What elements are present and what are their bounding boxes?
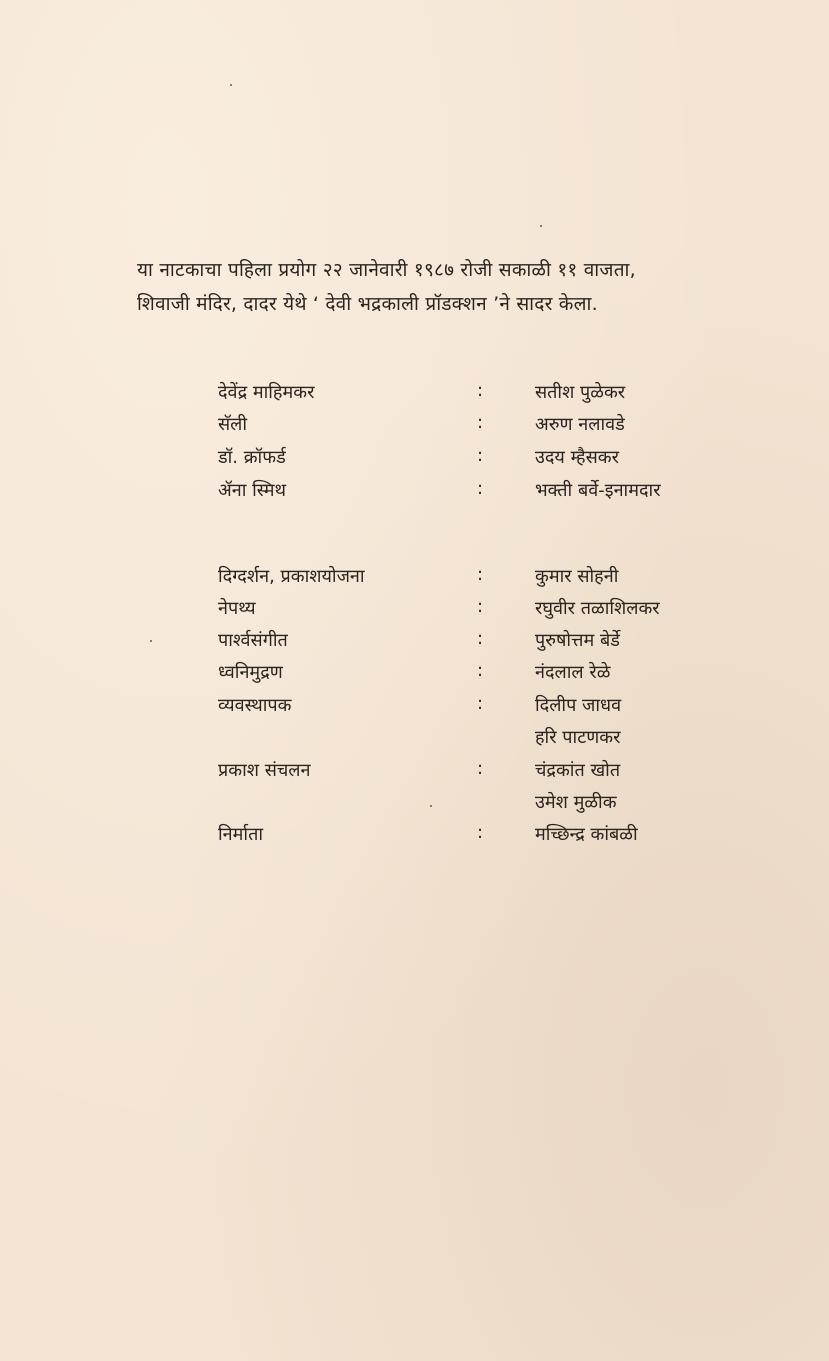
crew-row: [0, 564, 829, 594]
crew-member: कुमार सोहनी: [535, 566, 619, 587]
cast-actor: भक्ती बर्वे-इनामदार: [535, 480, 661, 501]
performance-note-line-2: शिवाजी मंदिर, दादर येथे ‘ देवी भद्रकाली प्रॉडक्शन ’ने सादर केला.: [137, 293, 598, 315]
cast-character: देवेंद्र माहिमकर: [218, 382, 315, 403]
crew-member: मच्छिन्द्र कांबळी: [535, 824, 638, 845]
performance-note-line-1: या नाटकाचा पहिला प्रयोग २२ जानेवारी १९८७ रोजी सकाळी ११ वाजता,: [137, 259, 636, 281]
separator: :: [477, 660, 484, 681]
cast-character: डॉ. क्रॉफर्ड: [218, 447, 286, 468]
crew-row: [0, 822, 829, 852]
cast-character: सॅली: [218, 414, 248, 435]
cast-actor: उदय म्हैसकर: [535, 447, 619, 468]
cast-row: [0, 412, 829, 442]
separator: :: [477, 380, 484, 401]
crew-role: प्रकाश संचलन: [218, 760, 311, 781]
separator: :: [477, 693, 484, 714]
crew-row: [0, 660, 829, 690]
paper-speck: [540, 225, 542, 227]
separator: :: [477, 412, 484, 433]
cast-row: [0, 380, 829, 410]
crew-row: [0, 758, 829, 788]
crew-row: [0, 596, 829, 626]
crew-role: पार्श्वसंगीत: [218, 630, 288, 651]
crew-row: [0, 790, 829, 820]
crew-member: नंदलाल रेळे: [535, 662, 611, 683]
crew-member: चंद्रकांत खोत: [535, 760, 621, 781]
crew-member: उमेश मुळीक: [535, 792, 617, 813]
separator: :: [477, 628, 484, 649]
crew-member: रघुवीर तळाशिलकर: [535, 598, 660, 619]
paper-speck: [230, 84, 232, 86]
crew-member: पुरुषोत्तम बेर्डे: [535, 630, 620, 651]
separator: :: [477, 445, 484, 466]
crew-role: नेपथ्य: [218, 598, 256, 619]
crew-role: व्यवस्थापक: [218, 695, 292, 716]
crew-row: [0, 725, 829, 755]
crew-row: [0, 628, 829, 658]
crew-role: ध्वनिमुद्रण: [218, 662, 283, 683]
crew-role: निर्माता: [218, 824, 263, 845]
separator: :: [477, 822, 484, 843]
cast-character: ॲना स्मिथ: [218, 480, 287, 501]
cast-row: [0, 478, 829, 508]
cast-row: [0, 445, 829, 475]
performance-note: [137, 253, 777, 321]
separator: :: [477, 596, 484, 617]
crew-member: दिलीप जाधव: [535, 695, 622, 716]
separator: :: [477, 564, 484, 585]
crew-member: हरि पाटणकर: [535, 727, 621, 748]
cast-actor: सतीश पुळेकर: [535, 382, 626, 403]
separator: :: [477, 478, 484, 499]
crew-row: [0, 693, 829, 723]
separator: :: [477, 758, 484, 779]
cast-actor: अरुण नलावडे: [535, 414, 625, 435]
crew-role: दिग्दर्शन, प्रकाशयोजना: [218, 566, 365, 587]
